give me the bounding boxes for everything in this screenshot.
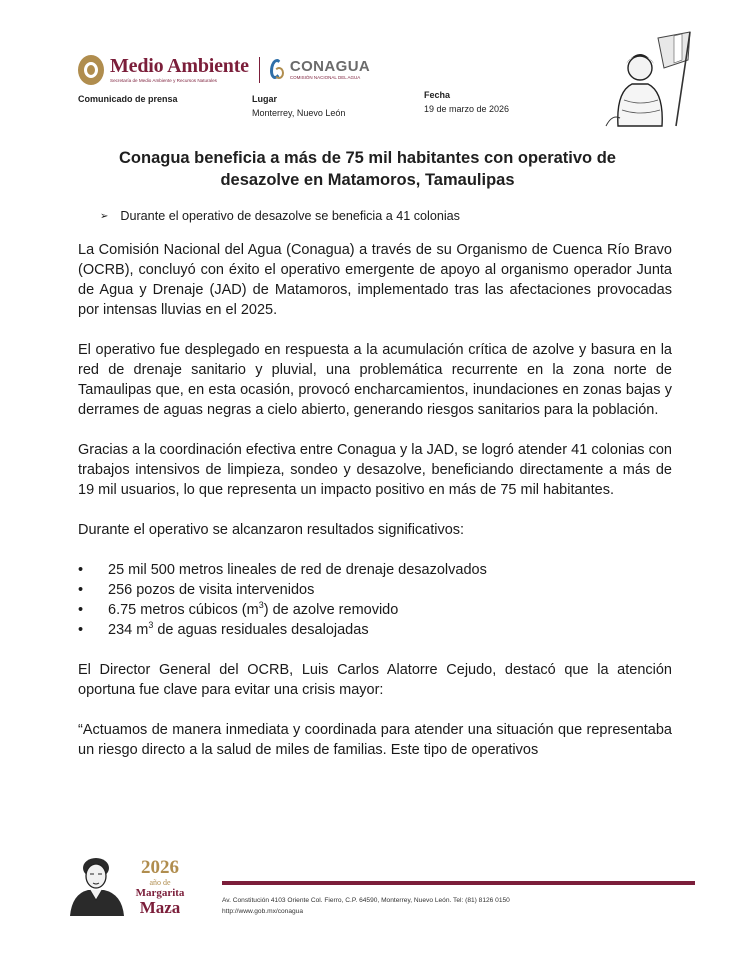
honoree-last-name: Maza [139, 898, 181, 917]
ministry-logo [110, 56, 249, 84]
list-item [78, 560, 672, 580]
list-item-text: 234 $m^3$ de aguas residuales desalojadas [108, 620, 369, 638]
heroine-flag-illustration [602, 30, 698, 128]
national-seal-icon [78, 55, 104, 85]
water-drop-icon [268, 57, 286, 83]
year-subtitle: año de [149, 878, 171, 887]
margarita-maza-portrait [66, 854, 130, 916]
date-label: Fecha [424, 90, 451, 100]
place-value: Monterrey, Nuevo León [252, 108, 346, 118]
arrow-bullet-icon: ➢ [100, 210, 109, 222]
paragraph: El operativo fue desplegado en respuesta a la acumulación crítica de azolve y basura en la red de drenaje sanitario y pluvial, una problemática recurrente en la zona norte de Tamaulipas que, en esta ocasión, provocó encharcamientos, inundaciones en zonas bajas y derrames de aguas negras a cielo abierto, generando riesgos sanitarios para la población. [78, 342, 672, 418]
article-body [78, 240, 672, 780]
results-list [78, 560, 672, 640]
agency-logo [290, 59, 370, 81]
logo-divider [259, 57, 260, 83]
press-release-label-block [78, 94, 178, 104]
header-logos [78, 53, 370, 87]
press-release-label: Comunicado de prensa [78, 94, 178, 104]
paragraph: Gracias a la coordinación efectiva entre Conagua y la JAD, se logró atender 41 colonias con trabajos intensivos de limpieza, sondeo y desazolve, beneficiando directamente a más de 19 mil usuarios, lo que representa un impacto positivo en más de 75 mil habitantes. [78, 442, 672, 498]
year-number: 2026 [141, 857, 179, 878]
page-title: Conagua beneficia a más de 75 mil habitantes con operativo de desazolve en Matamoros, Tamaulipas [119, 149, 616, 189]
agency-name: CONAGUA [289, 58, 371, 75]
bullet-dot: • [78, 622, 84, 638]
list-item-text: 256 pozos de visita intervenidos [108, 582, 315, 598]
place-label: Lugar [252, 94, 278, 104]
agency-subtitle: COMISIÓN NACIONAL DEL AGUA [289, 75, 361, 80]
date-value: 19 de marzo de 2026 [424, 104, 510, 114]
highlight-bullet [100, 209, 460, 223]
paragraph: La Comisión Nacional del Agua (Conagua) a través de su Organismo de Cuenca Río Bravo (OCRB), concluyó con éxito el operativo emergente de apoyo al organismo operador Junta de Agua y Drenaje (JAD) de Matamoros, implementado tras las afectaciones provocadas por intensas lluvias en el 2025. [78, 242, 672, 318]
honoree-first-name: Margarita [135, 887, 185, 899]
bullet-dot: • [78, 562, 84, 578]
footer-address: Av. Constitución 4103 Oriente Col. Fierro, C.P. 64590, Monterrey, Nuevo León. Tel: (81) 8126 0150 [222, 897, 510, 904]
list-item-text: 25 mil 500 metros lineales de red de drenaje desazolvados [108, 562, 487, 578]
paragraph-quote: “Actuamos de manera inmediata y coordinada para atender una situación que representaba un riesgo directo a la salud de miles de familias. Este tipo de operativos [78, 722, 672, 758]
year-emblem [130, 858, 190, 917]
bullet-dot: • [78, 602, 84, 618]
highlight-text: Durante el operativo de desazolve se beneficia a 41 colonias [120, 209, 460, 223]
bullet-dot: • [78, 582, 84, 598]
ministry-subtitle: Secretaría de Medio Ambiente y Recursos Naturales [110, 78, 217, 83]
paragraph: Durante el operativo se alcanzaron resultados significativos: [78, 522, 465, 538]
list-item [78, 600, 672, 620]
ministry-name: Medio Ambiente [110, 55, 249, 77]
footer-divider [222, 881, 695, 885]
list-item [78, 580, 672, 600]
list-item [78, 620, 672, 640]
list-item-text: 6.75 metros cúbicos $(m^3)$ de azolve removido [108, 600, 399, 618]
paragraph: El Director General del OCRB, Luis Carlos Alatorre Cejudo, destacó que la atención oportuna fue clave para evitar una crisis mayor: [78, 662, 672, 698]
date-block [424, 90, 509, 114]
footer-url-link[interactable]: http://www.gob.mx/conagua [222, 908, 304, 915]
place-block [252, 94, 345, 118]
footer-address-block [222, 895, 510, 917]
